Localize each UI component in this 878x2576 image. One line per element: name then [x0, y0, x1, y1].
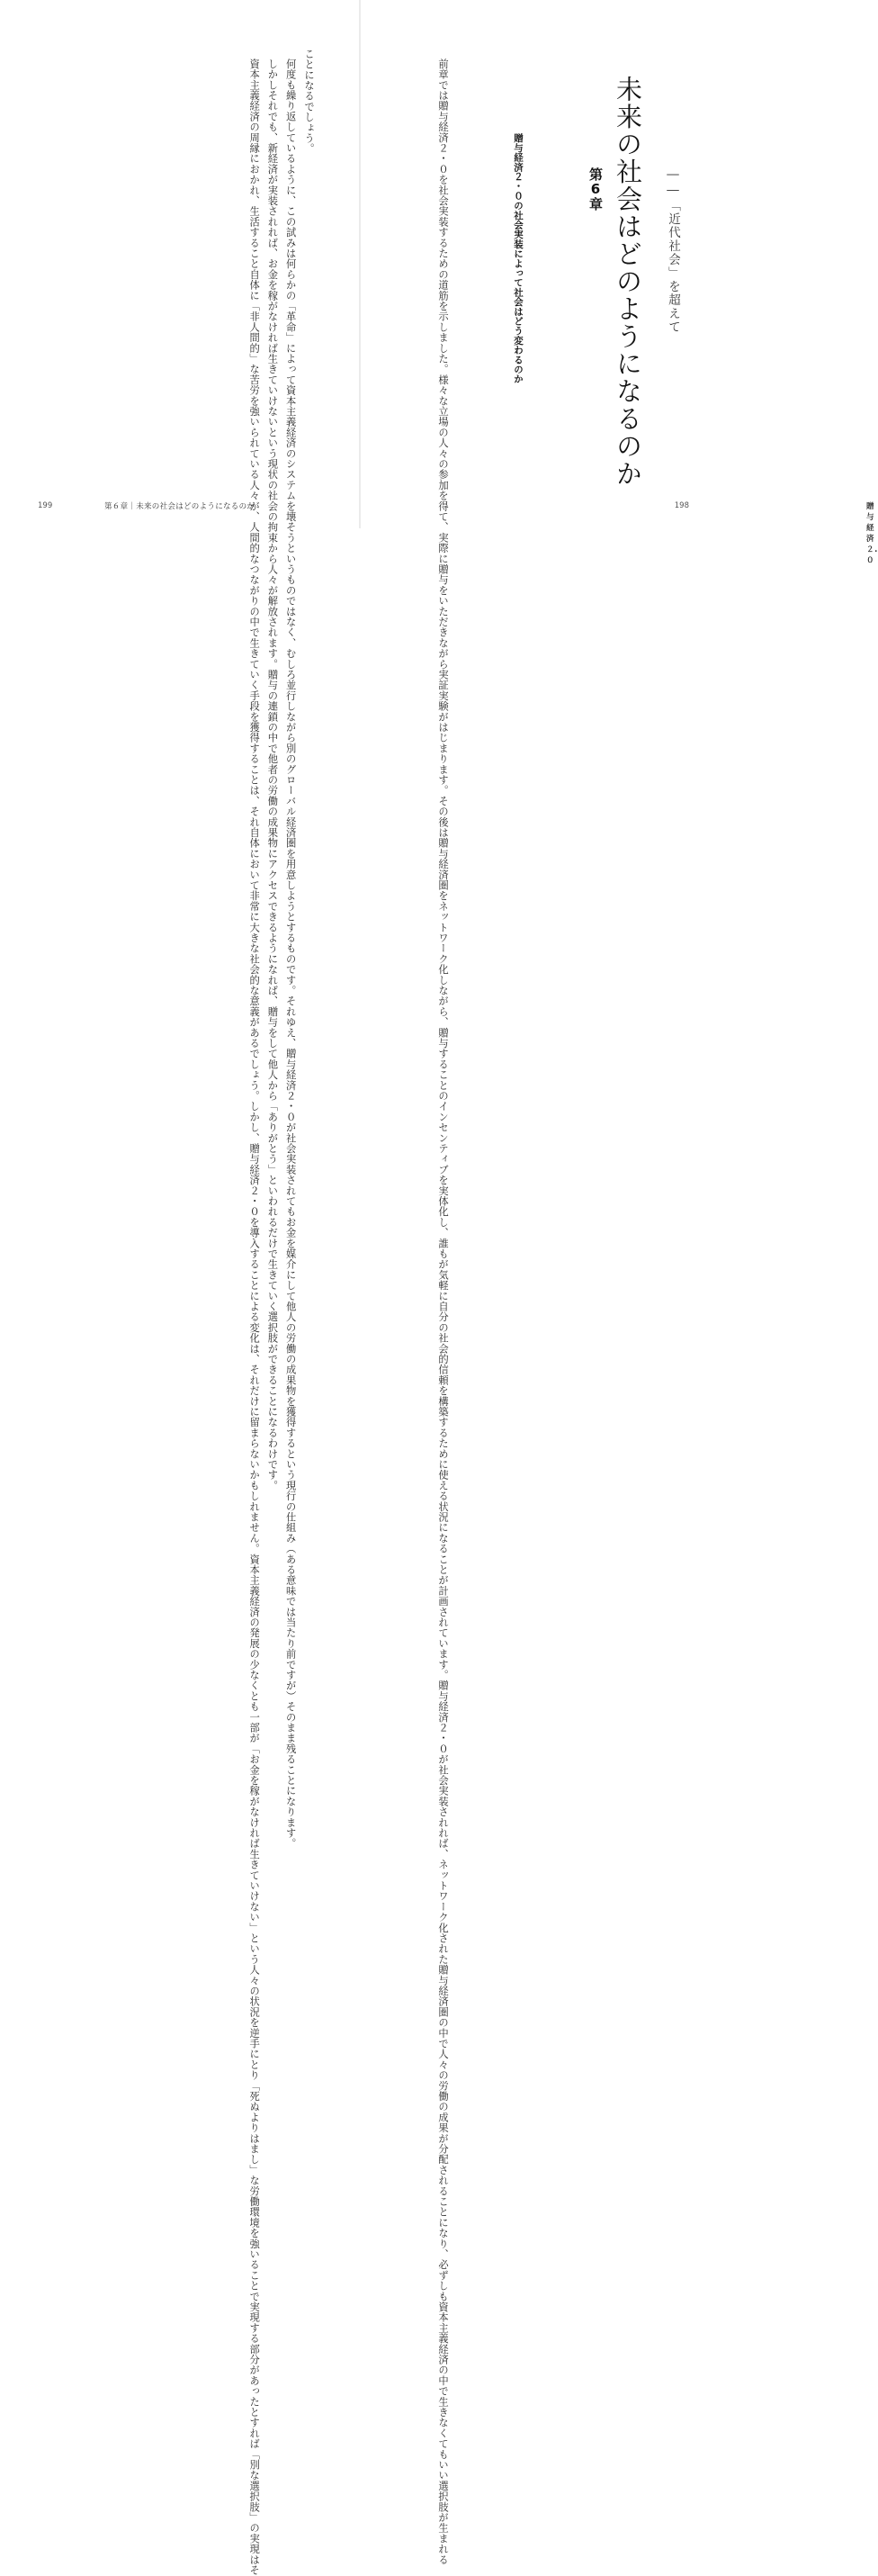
left-paragraph-1: ことになるでしょう。	[303, 49, 315, 154]
left-paragraph-4: 資本主義経済の周縁におかれ、生活すること自体に「非人間的」な苦労を強いられている人々が、人間的なつながりの中で生きていく手段を獲得することは、それ自体において非常に大きな社会的な意義があるでしょう。しかし、贈与経済２・０を導入することによる変化は、それだけに留まらないかもしれません。資本主義経済の発展の少なくとも一部が「お金を稼がなければ生きていけない」という人々の状況を逆手にとり「死ぬよりはまし」な労働環境を強いることで実現する部分があったとすれば「別な選択肢」の実現はそ	[248, 59, 261, 2576]
left-body-text	[245, 49, 318, 2576]
chapter-label-prefix: 第	[587, 167, 604, 181]
left-page-number: 199	[38, 501, 53, 510]
right-running-head: 贈与経済２.０	[866, 502, 878, 565]
chapter-label-suffix: 章	[587, 197, 604, 211]
chapter-subtitle: ――「近代社会」を超えて	[666, 167, 680, 334]
right-page-number: 198	[674, 501, 689, 510]
chapter-title: 未来の社会はどのようになるのか	[613, 76, 643, 488]
chapter-label	[587, 167, 605, 211]
right-paragraph-1: 前章では贈与経済２・０を社会実装するための道筋を示しました。様々な立場の人々の参加を得て、実際に贈与をいただきながら実証実験がはじまります。その後は贈与経済圏をネットワーク化しながら、贈与することのインセンティブを実体化し、誰もが気軽に自分の社会的信頼を構築するために使える状況になることが計画されています。贈与経済２・０が社会実装されれば、ネットワーク化された贈与経済圏の中で人々の労働の成果が分配されることになり、必ずしも資本主義経済の中で生きなくてもいい選択肢が生まれる	[437, 59, 449, 2565]
section-heading: 贈与経済２・０の社会実装によって社会はどう変わるのか	[513, 133, 524, 384]
left-page	[0, 0, 360, 2576]
left-running-head: 第６章｜未来の社会はどのようになるのか	[104, 502, 255, 511]
chapter-label-number: 6	[587, 181, 604, 197]
left-paragraph-2: 何度も繰り返しているように、この試みは何らかの「革命」によって資本主義経済のシステムを壊そうというものではなく、むしろ並行しながら別のグローバル経済圏を用意しようとするものです。それゆえ、贈与経済２・０が社会実装されてもお金を媒介にして他人の労働の成果物を獲得するという現行の仕組み（ある意味では当たり前ですが）そのまま残ることになります。	[284, 59, 297, 1850]
left-paragraph-3: しかしそれでも、新経済が実装されれば、お金を稼がなければ生きていけないという現状の社会の拘束から人々が解放されます。贈与の連鎖の中で他者の労働の成果物にアクセスできるようになれば、贈与をして他人から「ありがとう」といわれるだけで生きていく選択肢ができることになるわけです。	[266, 59, 279, 1491]
right-body-text	[434, 49, 452, 2565]
